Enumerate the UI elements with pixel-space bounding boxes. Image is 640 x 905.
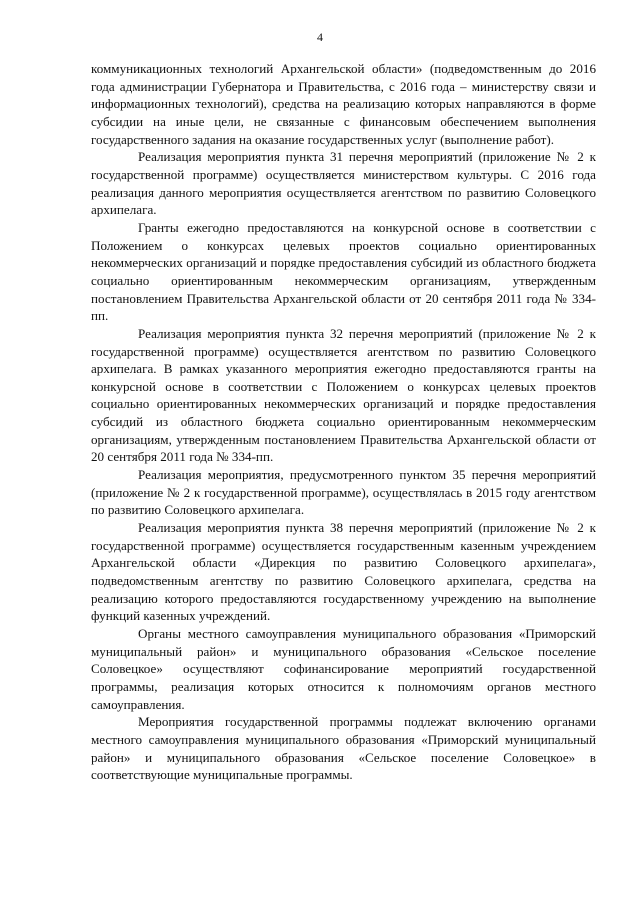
document-body bbox=[91, 60, 596, 784]
paragraph-grants: Гранты ежегодно предоставляются на конкурсной основе в соответствии с Положением о конкурсах целевых проектов социально ориентированных некоммерческих организаций и порядке предоставления субсидий из областного бюджета социально ориентированным некоммерческим организациям, утвержденным постановлением Правительства Архангельской области от 20 сентября 2011 года № 334-пп. bbox=[91, 219, 596, 324]
paragraph-item-32: Реализация мероприятия пункта 32 перечня мероприятий (приложение № 2 к государственной программе) осуществляется агентством по развитию Соловецкого архипелага. В рамках указанного мероприятия ежегодно предоставляются гранты на конкурсной основе в соответствии с Положением о конкурсах целевых проектов социально ориентированных некоммерческих организаций и порядке предоставления субсидий из областного бюджета социально ориентированным некоммерческим организациям, утвержденным постановлением Правительства Архангельской области от 20 сентября 2011 года № 334-пп. bbox=[91, 325, 596, 465]
page-number: 4 bbox=[317, 30, 323, 44]
paragraph-continuation: коммуникационных технологий Архангельской области» (подведомственным до 2016 года администрации Губернатора и Правительства, с 2016 года – министерству связи и информационных технологий), средства на реализацию которых направляются в форме субсидии на иные цели, не связанные с финансовым обеспечением выполнения государственного задания на оказание государственных услуг (выполнение работ). bbox=[91, 61, 596, 147]
paragraph-municipal-programs: Мероприятия государственной программы подлежат включению органами местного самоуправления муниципального образования «Приморский муниципальный район» и муниципального образования «Сельское поселение Соловецкое» в соответствующие муниципальные программы. bbox=[91, 714, 596, 783]
paragraph-item-35: Реализация мероприятия, предусмотренного пунктом 35 перечня мероприятий (приложение № 2 к государственной программе), осуществлялась в 2015 году агентством по развитию Соловецкого архипелага. bbox=[91, 467, 596, 518]
paragraph-local-government: Органы местного самоуправления муниципального образования «Приморский муниципальный район» и муниципального образования «Сельское поселение Соловецкое» осуществляют софинансирование мероприятий государственной программы, реализация которых относится к полномочиям органов местного самоуправления. bbox=[91, 626, 596, 712]
paragraph-item-31: Реализация мероприятия пункта 31 перечня мероприятий (приложение № 2 к государственной программе) осуществляется министерством культуры. С 2016 года реализация данного мероприятия осуществляется агентством по развитию Соловецкого архипелага. bbox=[91, 149, 596, 218]
paragraph-item-38: Реализация мероприятия пункта 38 перечня мероприятий (приложение № 2 к государственной программе) осуществляется государственным казенным учреждением Архангельской области «Дирекция по развитию Соловецкого архипелага», подведомственным агентству по развитию Соловецкого архипелага, средства на реализацию которого предоставляются государственному учреждению на выполнение функций казенных учреждений. bbox=[91, 520, 596, 624]
